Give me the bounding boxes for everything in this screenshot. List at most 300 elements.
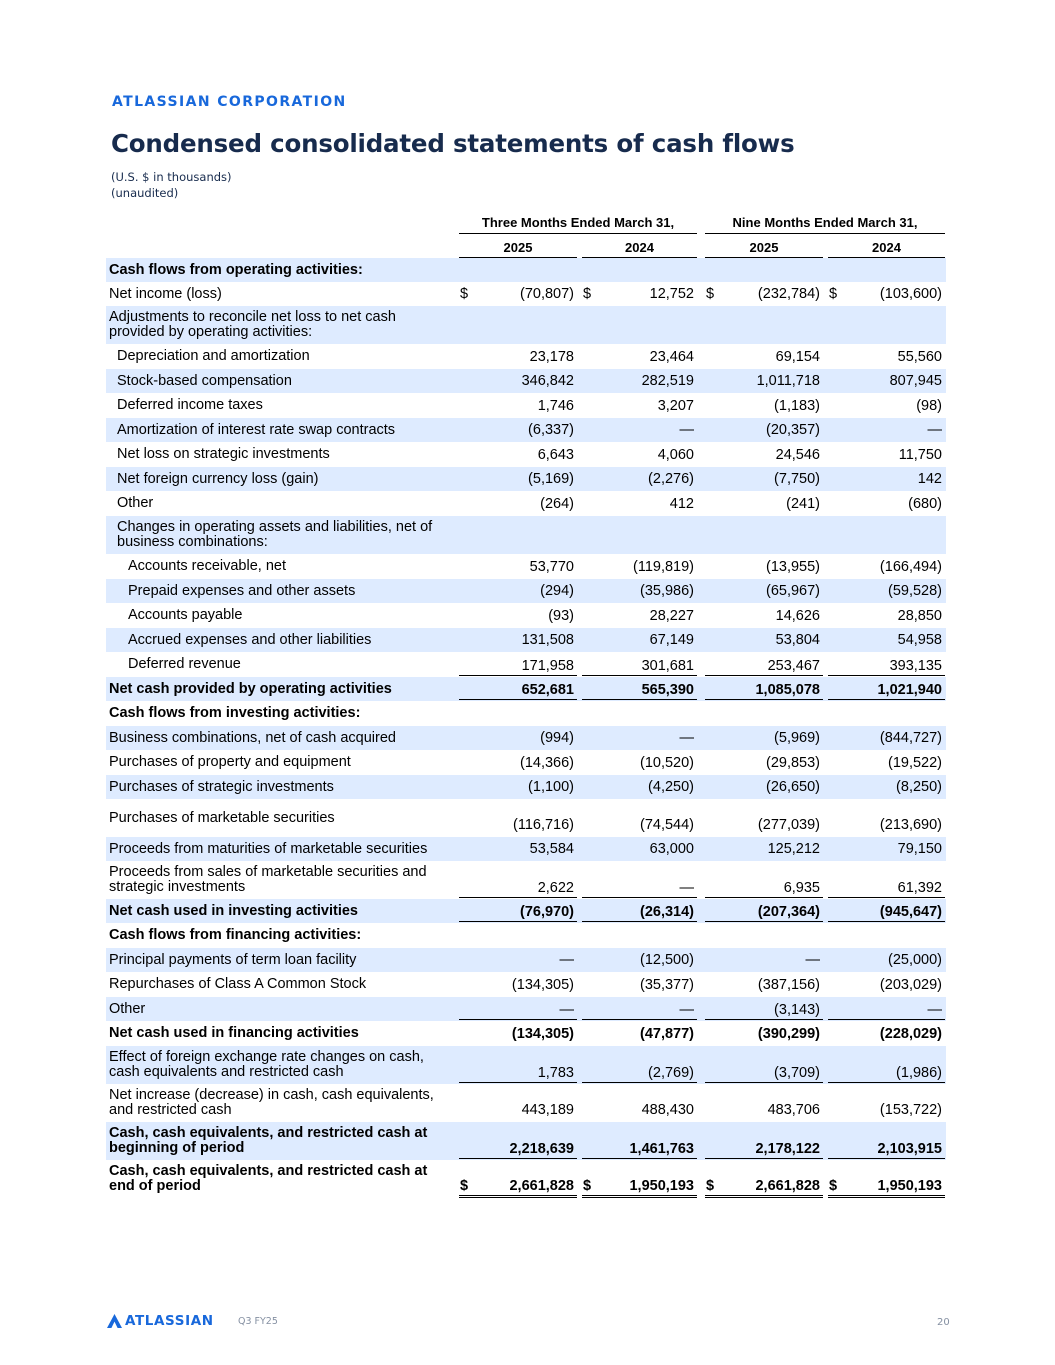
- value-cell: [582, 976, 697, 994]
- cell-value: 14,626: [775, 608, 820, 624]
- cell-value: 23,178: [529, 349, 574, 365]
- value-cell: [459, 976, 577, 994]
- cell-value: 63,000: [649, 841, 694, 857]
- value-cell: [705, 729, 823, 747]
- value-cell: [705, 421, 823, 439]
- row-label: Accounts receivable, net: [128, 558, 286, 574]
- table-row: [106, 579, 946, 603]
- value-cell: [705, 655, 823, 676]
- row-label: Deferred income taxes: [117, 397, 263, 413]
- year-header-3m-2024: 2024: [625, 240, 654, 255]
- cell-value: (277,039): [757, 817, 820, 833]
- three-months-header-rule: [459, 233, 697, 234]
- cell-value: (207,364): [757, 904, 820, 920]
- cell-value: (134,305): [511, 1026, 574, 1042]
- value-cell: [582, 729, 697, 747]
- year-header-3m-2025: 2025: [503, 240, 533, 255]
- value-cell: [828, 778, 945, 796]
- cell-value: (76,970): [519, 904, 574, 920]
- cell-value: 4,060: [657, 447, 694, 463]
- cell-value: (47,877): [639, 1026, 694, 1042]
- cell-value: (2,769): [648, 1065, 694, 1081]
- row-label: Business combinations, net of cash acquired: [109, 729, 396, 746]
- value-cell: [582, 655, 697, 676]
- table-row: [106, 948, 946, 972]
- value-cell: [828, 1138, 945, 1159]
- table-row: [106, 369, 946, 393]
- cell-value: (35,986): [639, 583, 694, 599]
- cell-value: (12,500): [639, 952, 694, 968]
- table-row: [106, 726, 946, 750]
- cell-value: 565,390: [641, 682, 694, 698]
- cell-value: 53,770: [529, 559, 574, 575]
- row-label: Repurchases of Class A Common Stock: [109, 976, 367, 992]
- currency-symbol: $: [583, 286, 592, 302]
- value-cell: [828, 1174, 945, 1198]
- row-label: Accounts payable: [128, 607, 243, 623]
- row-label: Other: [109, 1000, 146, 1017]
- cell-value: (241): [786, 496, 820, 512]
- cell-value: 393,135: [889, 658, 942, 674]
- value-cell: [828, 901, 945, 922]
- table-row: [106, 837, 946, 861]
- value-cell: [705, 679, 823, 700]
- row-label: Cash, cash equivalents, and restricted cash at end of period: [109, 1163, 428, 1194]
- cell-value: 28,227: [649, 608, 694, 624]
- cell-value: (1,183): [774, 398, 820, 414]
- currency-symbol: $: [460, 1178, 469, 1194]
- value-cell: [828, 421, 945, 439]
- value-cell: [582, 1025, 697, 1043]
- value-cell: [459, 348, 577, 366]
- value-cell: [582, 1138, 697, 1159]
- cell-value: (3,709): [774, 1065, 820, 1081]
- value-cell: [582, 285, 697, 303]
- table-row: [106, 997, 946, 1021]
- value-cell: [582, 607, 697, 625]
- cell-value: (103,600): [879, 286, 942, 302]
- value-cell: [459, 285, 577, 303]
- cell-value: 6,935: [783, 880, 820, 896]
- cell-value: 1,950,193: [877, 1178, 942, 1194]
- value-cell: [582, 446, 697, 464]
- table-row: [106, 677, 946, 701]
- footer-brand: ATLASSIAN: [125, 1313, 214, 1329]
- table-row: [106, 799, 946, 837]
- value-cell: [459, 1025, 577, 1043]
- value-cell: [459, 877, 577, 898]
- footer-period: Q3 FY25: [238, 1316, 278, 1327]
- value-cell: [459, 446, 577, 464]
- value-cell: [705, 470, 823, 488]
- table-row: [106, 1160, 946, 1198]
- row-label: Net increase (decrease) in cash, cash equivalents, and restricted cash: [109, 1087, 434, 1118]
- value-cell: [582, 558, 697, 576]
- cell-value: (228,029): [879, 1026, 942, 1042]
- currency-symbol: $: [583, 1178, 592, 1194]
- value-cell: [828, 729, 945, 747]
- cell-value: 11,750: [898, 447, 942, 463]
- cell-value: 53,584: [529, 841, 574, 857]
- value-cell: [582, 421, 697, 439]
- value-cell: [828, 816, 945, 834]
- currency-symbol: $: [829, 286, 838, 302]
- value-cell: [705, 285, 823, 303]
- value-cell: [459, 951, 577, 969]
- value-cell: [459, 470, 577, 488]
- three-months-header: Three Months Ended March 31,: [481, 215, 675, 230]
- cell-value: 1,950,193: [629, 1178, 694, 1194]
- table-row: [106, 418, 946, 442]
- row-label: Purchases of property and equipment: [109, 754, 351, 770]
- cell-value: (6,337): [528, 422, 574, 438]
- value-cell: [459, 1101, 577, 1119]
- value-cell: [582, 778, 697, 796]
- cell-value: 131,508: [521, 632, 574, 648]
- table-row: [106, 1122, 946, 1160]
- row-label: Net foreign currency loss (gain): [117, 470, 319, 487]
- cell-value: 1,021,940: [877, 682, 942, 698]
- cell-value: (35,377): [639, 977, 694, 993]
- value-cell: [828, 655, 945, 676]
- nine-months-header-rule: [705, 233, 945, 234]
- row-label: Cash flows from operating activities:: [109, 261, 363, 278]
- value-cell: [705, 754, 823, 772]
- cell-value: 2,103,915: [877, 1141, 942, 1157]
- cell-value: (213,690): [879, 817, 942, 833]
- value-cell: [582, 470, 697, 488]
- value-cell: [459, 372, 577, 390]
- value-cell: [828, 582, 945, 600]
- cell-value: (116,716): [513, 817, 574, 833]
- cell-value: 1,011,718: [756, 373, 820, 389]
- company-name: ATLASSIAN CORPORATION: [112, 94, 347, 110]
- table-row: [106, 516, 946, 554]
- currency-symbol: $: [706, 1178, 715, 1194]
- table-row: [106, 344, 946, 369]
- row-label: Amortization of interest rate swap contracts: [117, 421, 396, 438]
- cell-value: (232,784): [757, 286, 820, 302]
- value-cell: [705, 877, 823, 898]
- table-row: [106, 282, 946, 306]
- row-label: Net cash provided by operating activities: [109, 680, 392, 697]
- cell-value: 488,430: [641, 1102, 694, 1118]
- cell-value: 28,850: [897, 608, 942, 624]
- value-cell: [582, 999, 697, 1020]
- row-label: Effect of foreign exchange rate changes on cash, cash equivalents and restricted cash: [109, 1049, 424, 1080]
- value-cell: [582, 495, 697, 513]
- currency-symbol: $: [829, 1178, 838, 1194]
- row-label: Purchases of strategic investments: [109, 778, 334, 795]
- cell-value: —: [559, 952, 574, 968]
- cell-value: (10,520): [639, 755, 694, 771]
- cell-value: —: [927, 422, 942, 438]
- value-cell: [705, 558, 823, 576]
- value-cell: [705, 1138, 823, 1159]
- table-row: [106, 899, 946, 923]
- row-label: Changes in operating assets and liabilities, net of business combinations:: [117, 519, 433, 550]
- cash-flow-table: [106, 258, 946, 1198]
- cell-value: 3,207: [657, 398, 694, 414]
- cell-value: —: [559, 1002, 574, 1018]
- value-cell: [705, 348, 823, 366]
- value-cell: [828, 1062, 945, 1083]
- value-cell: [828, 679, 945, 700]
- cell-value: 443,189: [521, 1102, 574, 1118]
- row-label: Cash, cash equivalents, and restricted cash at beginning of period: [109, 1125, 428, 1156]
- units-note: (U.S. $ in thousands): [111, 170, 232, 184]
- value-cell: [459, 1174, 577, 1198]
- value-cell: [828, 754, 945, 772]
- table-row: [106, 1046, 946, 1084]
- value-cell: [459, 421, 577, 439]
- cell-value: (945,647): [879, 904, 942, 920]
- cell-value: 61,392: [897, 880, 942, 896]
- cell-value: 346,842: [521, 373, 574, 389]
- cell-value: 69,154: [775, 349, 820, 365]
- cell-value: 483,706: [767, 1102, 820, 1118]
- cell-value: (93): [548, 608, 574, 624]
- currency-symbol: $: [706, 286, 715, 302]
- cell-value: 54,958: [897, 632, 942, 648]
- cell-value: (65,967): [765, 583, 820, 599]
- value-cell: [705, 999, 823, 1020]
- year-header-9m-2025: 2025: [749, 240, 779, 255]
- cell-value: (264): [540, 496, 574, 512]
- table-row: [106, 652, 946, 677]
- value-cell: [705, 372, 823, 390]
- cell-value: 412: [669, 496, 694, 512]
- value-cell: [582, 679, 697, 700]
- cell-value: 125,212: [767, 841, 820, 857]
- row-label: Prepaid expenses and other assets: [128, 582, 356, 599]
- cell-value: (14,366): [519, 755, 574, 771]
- value-cell: [459, 655, 577, 676]
- cell-value: 807,945: [889, 373, 942, 389]
- value-cell: [459, 999, 577, 1020]
- value-cell: [828, 470, 945, 488]
- value-cell: [582, 582, 697, 600]
- row-label: Other: [117, 495, 154, 511]
- cell-value: 1,783: [537, 1065, 574, 1081]
- cell-value: 301,681: [641, 658, 694, 674]
- table-row: [106, 603, 946, 628]
- value-cell: [828, 999, 945, 1020]
- table-row: [106, 861, 946, 899]
- table-row: [106, 306, 946, 344]
- value-cell: [582, 877, 697, 898]
- value-cell: [828, 976, 945, 994]
- table-row: [106, 972, 946, 997]
- value-cell: [582, 631, 697, 649]
- value-cell: [459, 558, 577, 576]
- cell-value: 652,681: [521, 682, 574, 698]
- cell-value: 55,560: [897, 349, 942, 365]
- row-label: Depreciation and amortization: [117, 348, 310, 364]
- cell-value: (98): [916, 398, 942, 414]
- cell-value: 23,464: [649, 349, 694, 365]
- cell-value: 2,661,828: [509, 1178, 574, 1194]
- footer-logo: [107, 1313, 214, 1329]
- row-label: Accrued expenses and other liabilities: [128, 631, 372, 648]
- cell-value: —: [679, 730, 694, 746]
- value-cell: [582, 1062, 697, 1083]
- value-cell: [459, 901, 577, 922]
- row-label: Proceeds from maturities of marketable securities: [109, 840, 428, 857]
- value-cell: [705, 976, 823, 994]
- value-cell: [705, 951, 823, 969]
- value-cell: [828, 607, 945, 625]
- table-row: [106, 775, 946, 799]
- value-cell: [459, 495, 577, 513]
- cell-value: (29,853): [765, 755, 820, 771]
- value-cell: [828, 348, 945, 366]
- value-cell: [582, 951, 697, 969]
- value-cell: [459, 607, 577, 625]
- cell-value: (7,750): [774, 471, 820, 487]
- value-cell: [705, 1062, 823, 1083]
- table-row: [106, 750, 946, 775]
- value-cell: [828, 558, 945, 576]
- value-cell: [828, 397, 945, 415]
- cell-value: 171,958: [521, 658, 574, 674]
- row-label: Net loss on strategic investments: [117, 446, 330, 462]
- value-cell: [459, 816, 577, 834]
- row-label: Deferred revenue: [128, 656, 241, 672]
- value-cell: [459, 582, 577, 600]
- cell-value: (166,494): [879, 559, 942, 575]
- value-cell: [582, 901, 697, 922]
- value-cell: [828, 1025, 945, 1043]
- row-label: Cash flows from investing activities:: [109, 705, 361, 721]
- cell-value: 1,461,763: [629, 1141, 694, 1157]
- row-label: Stock-based compensation: [117, 372, 292, 389]
- value-cell: [459, 840, 577, 858]
- value-cell: [582, 1101, 697, 1119]
- table-row: [106, 467, 946, 491]
- value-cell: [705, 840, 823, 858]
- value-cell: [459, 631, 577, 649]
- table-row: [106, 1021, 946, 1046]
- row-label: Purchases of marketable securities: [109, 809, 335, 826]
- cell-value: 1,085,078: [755, 682, 820, 698]
- cell-value: 67,149: [649, 632, 694, 648]
- cell-value: —: [679, 1002, 694, 1018]
- value-cell: [828, 840, 945, 858]
- cell-value: (4,250): [648, 779, 694, 795]
- cell-value: 253,467: [767, 658, 820, 674]
- cell-value: (2,276): [648, 471, 694, 487]
- atlassian-logo-icon: [107, 1314, 122, 1328]
- cell-value: (19,522): [887, 755, 942, 771]
- row-label: Principal payments of term loan facility: [109, 951, 357, 968]
- currency-symbol: $: [460, 286, 469, 302]
- value-cell: [828, 495, 945, 513]
- value-cell: [459, 679, 577, 700]
- value-cell: [582, 397, 697, 415]
- cell-value: 2,661,828: [755, 1178, 820, 1194]
- year-header-9m-2024: 2024: [872, 240, 901, 255]
- cell-value: (74,544): [639, 817, 694, 833]
- cell-value: 53,804: [775, 632, 820, 648]
- cell-value: (26,650): [765, 779, 820, 795]
- cell-value: (13,955): [765, 559, 820, 575]
- row-label: Net cash used in financing activities: [109, 1025, 359, 1041]
- cell-value: (3,143): [774, 1002, 820, 1018]
- cell-value: 2,178,122: [755, 1141, 820, 1157]
- value-cell: [459, 397, 577, 415]
- value-cell: [828, 285, 945, 303]
- table-row: [106, 554, 946, 579]
- value-cell: [582, 840, 697, 858]
- cell-value: (26,314): [639, 904, 694, 920]
- cell-value: (294): [540, 583, 574, 599]
- value-cell: [705, 397, 823, 415]
- cell-value: —: [679, 880, 694, 896]
- value-cell: [828, 877, 945, 898]
- page-title: Condensed consolidated statements of cash flows: [111, 129, 795, 158]
- value-cell: [828, 631, 945, 649]
- cell-value: 79,150: [897, 841, 942, 857]
- cell-value: (8,250): [896, 779, 942, 795]
- row-label: Net cash used in investing activities: [109, 902, 358, 919]
- value-cell: [705, 816, 823, 834]
- cell-value: (5,169): [528, 471, 574, 487]
- row-label: Net income (loss): [109, 285, 222, 302]
- value-cell: [705, 495, 823, 513]
- cell-value: 282,519: [641, 373, 694, 389]
- value-cell: [459, 1138, 577, 1159]
- cell-value: (680): [908, 496, 942, 512]
- cell-value: (153,722): [879, 1102, 942, 1118]
- table-row: [106, 923, 946, 948]
- cell-value: (844,727): [879, 730, 942, 746]
- cell-value: (1,100): [528, 779, 574, 795]
- row-label: Cash flows from financing activities:: [109, 927, 362, 943]
- table-row: [106, 258, 946, 282]
- cell-value: —: [679, 422, 694, 438]
- value-cell: [828, 446, 945, 464]
- nine-months-header: Nine Months Ended March 31,: [732, 215, 918, 230]
- table-row: [106, 701, 946, 726]
- cell-value: (390,299): [757, 1026, 820, 1042]
- cell-value: —: [805, 952, 820, 968]
- cell-value: (70,807): [519, 286, 574, 302]
- table-row: [106, 491, 946, 516]
- cell-value: (119,819): [633, 559, 694, 575]
- value-cell: [705, 778, 823, 796]
- row-label: Adjustments to reconcile net loss to net cash provided by operating activities:: [109, 309, 396, 340]
- value-cell: [705, 607, 823, 625]
- cell-value: (203,029): [879, 977, 942, 993]
- value-cell: [705, 1174, 823, 1198]
- value-cell: [582, 1174, 697, 1198]
- value-cell: [828, 951, 945, 969]
- page-number: 20: [937, 1317, 950, 1328]
- cell-value: (1,986): [896, 1065, 942, 1081]
- cell-value: —: [927, 1002, 942, 1018]
- table-row: [106, 442, 946, 467]
- row-label: Proceeds from sales of marketable securities and strategic investments: [109, 864, 427, 895]
- value-cell: [828, 1101, 945, 1119]
- cell-value: (994): [540, 730, 574, 746]
- cell-value: 6,643: [537, 447, 574, 463]
- cell-value: 2,622: [537, 880, 574, 896]
- cell-value: 142: [917, 471, 942, 487]
- cell-value: (5,969): [774, 730, 820, 746]
- cell-value: 1,746: [537, 398, 574, 414]
- value-cell: [582, 372, 697, 390]
